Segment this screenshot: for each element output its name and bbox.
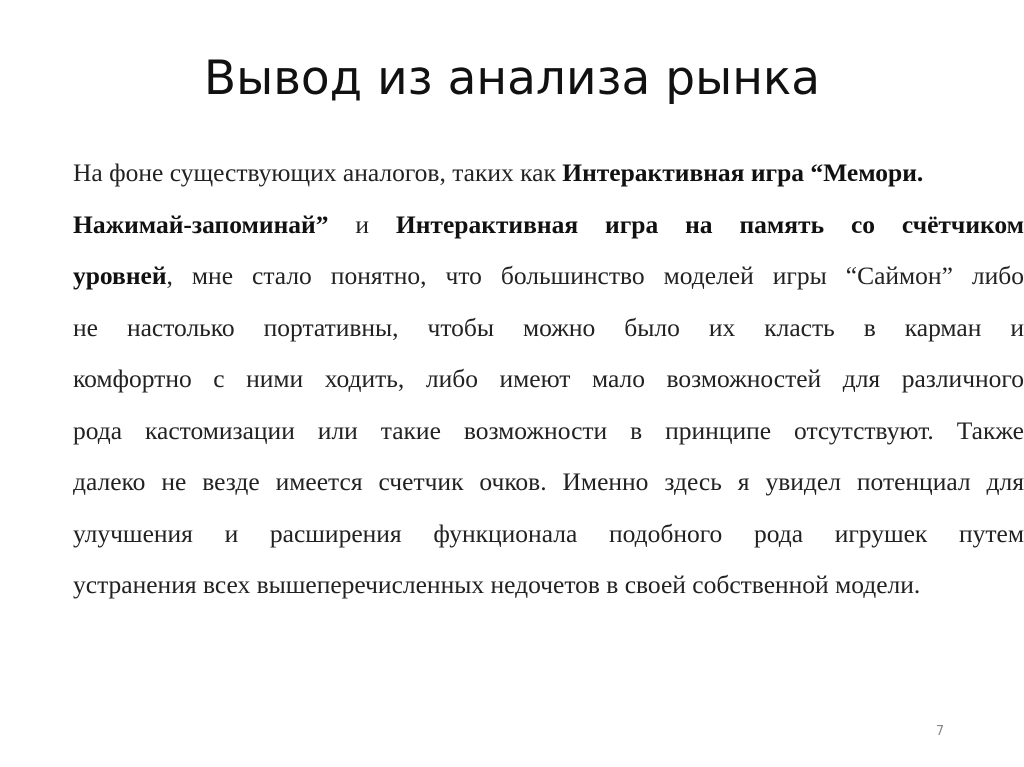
body-line-6: рода кастомизации или такие возможности в принципе отсутствуют. Также bbox=[73, 415, 1024, 445]
body-paragraph bbox=[73, 147, 1024, 611]
body-text-run: На фоне существующих аналогов, таких как bbox=[73, 158, 563, 187]
body-line-4: не настолько портативны, чтобы можно было их класть в карман и bbox=[73, 312, 1024, 342]
body-text-run: и bbox=[328, 209, 396, 239]
body-line-8: улучшения и расширения функционала подобного рода игрушек путем bbox=[73, 518, 1024, 548]
bold-product-name-2-part-1: Интерактивная игра на память со счётчиком bbox=[395, 209, 1024, 239]
body-line-2 bbox=[73, 199, 1024, 251]
bold-product-name-1-part-2: Нажимай-запоминай” bbox=[73, 209, 329, 239]
page-number: 7 bbox=[935, 724, 945, 739]
body-line-1 bbox=[73, 147, 1024, 199]
body-line-7: далеко не везде имеется счетчик очков. Именно здесь я увидел потенциал для bbox=[73, 467, 1024, 496]
bold-product-name-2-part-2: уровней bbox=[73, 261, 167, 290]
slide-title: Вывод из анализа рынка bbox=[203, 51, 821, 106]
body-line-9: устранения всех вышеперечисленных недочетов в своей собственной модели. bbox=[73, 570, 921, 599]
body-line-3 bbox=[73, 250, 1024, 302]
body-text-run: , мне стало понятно, что большинство моделей игры “Саймон” либо bbox=[166, 261, 1024, 290]
body-line-5: комфортно с ними ходить, либо имеют мало возможностей для различного bbox=[73, 364, 1024, 393]
bold-product-name-1-part-1: Интерактивная игра “Мемори. bbox=[562, 158, 924, 187]
